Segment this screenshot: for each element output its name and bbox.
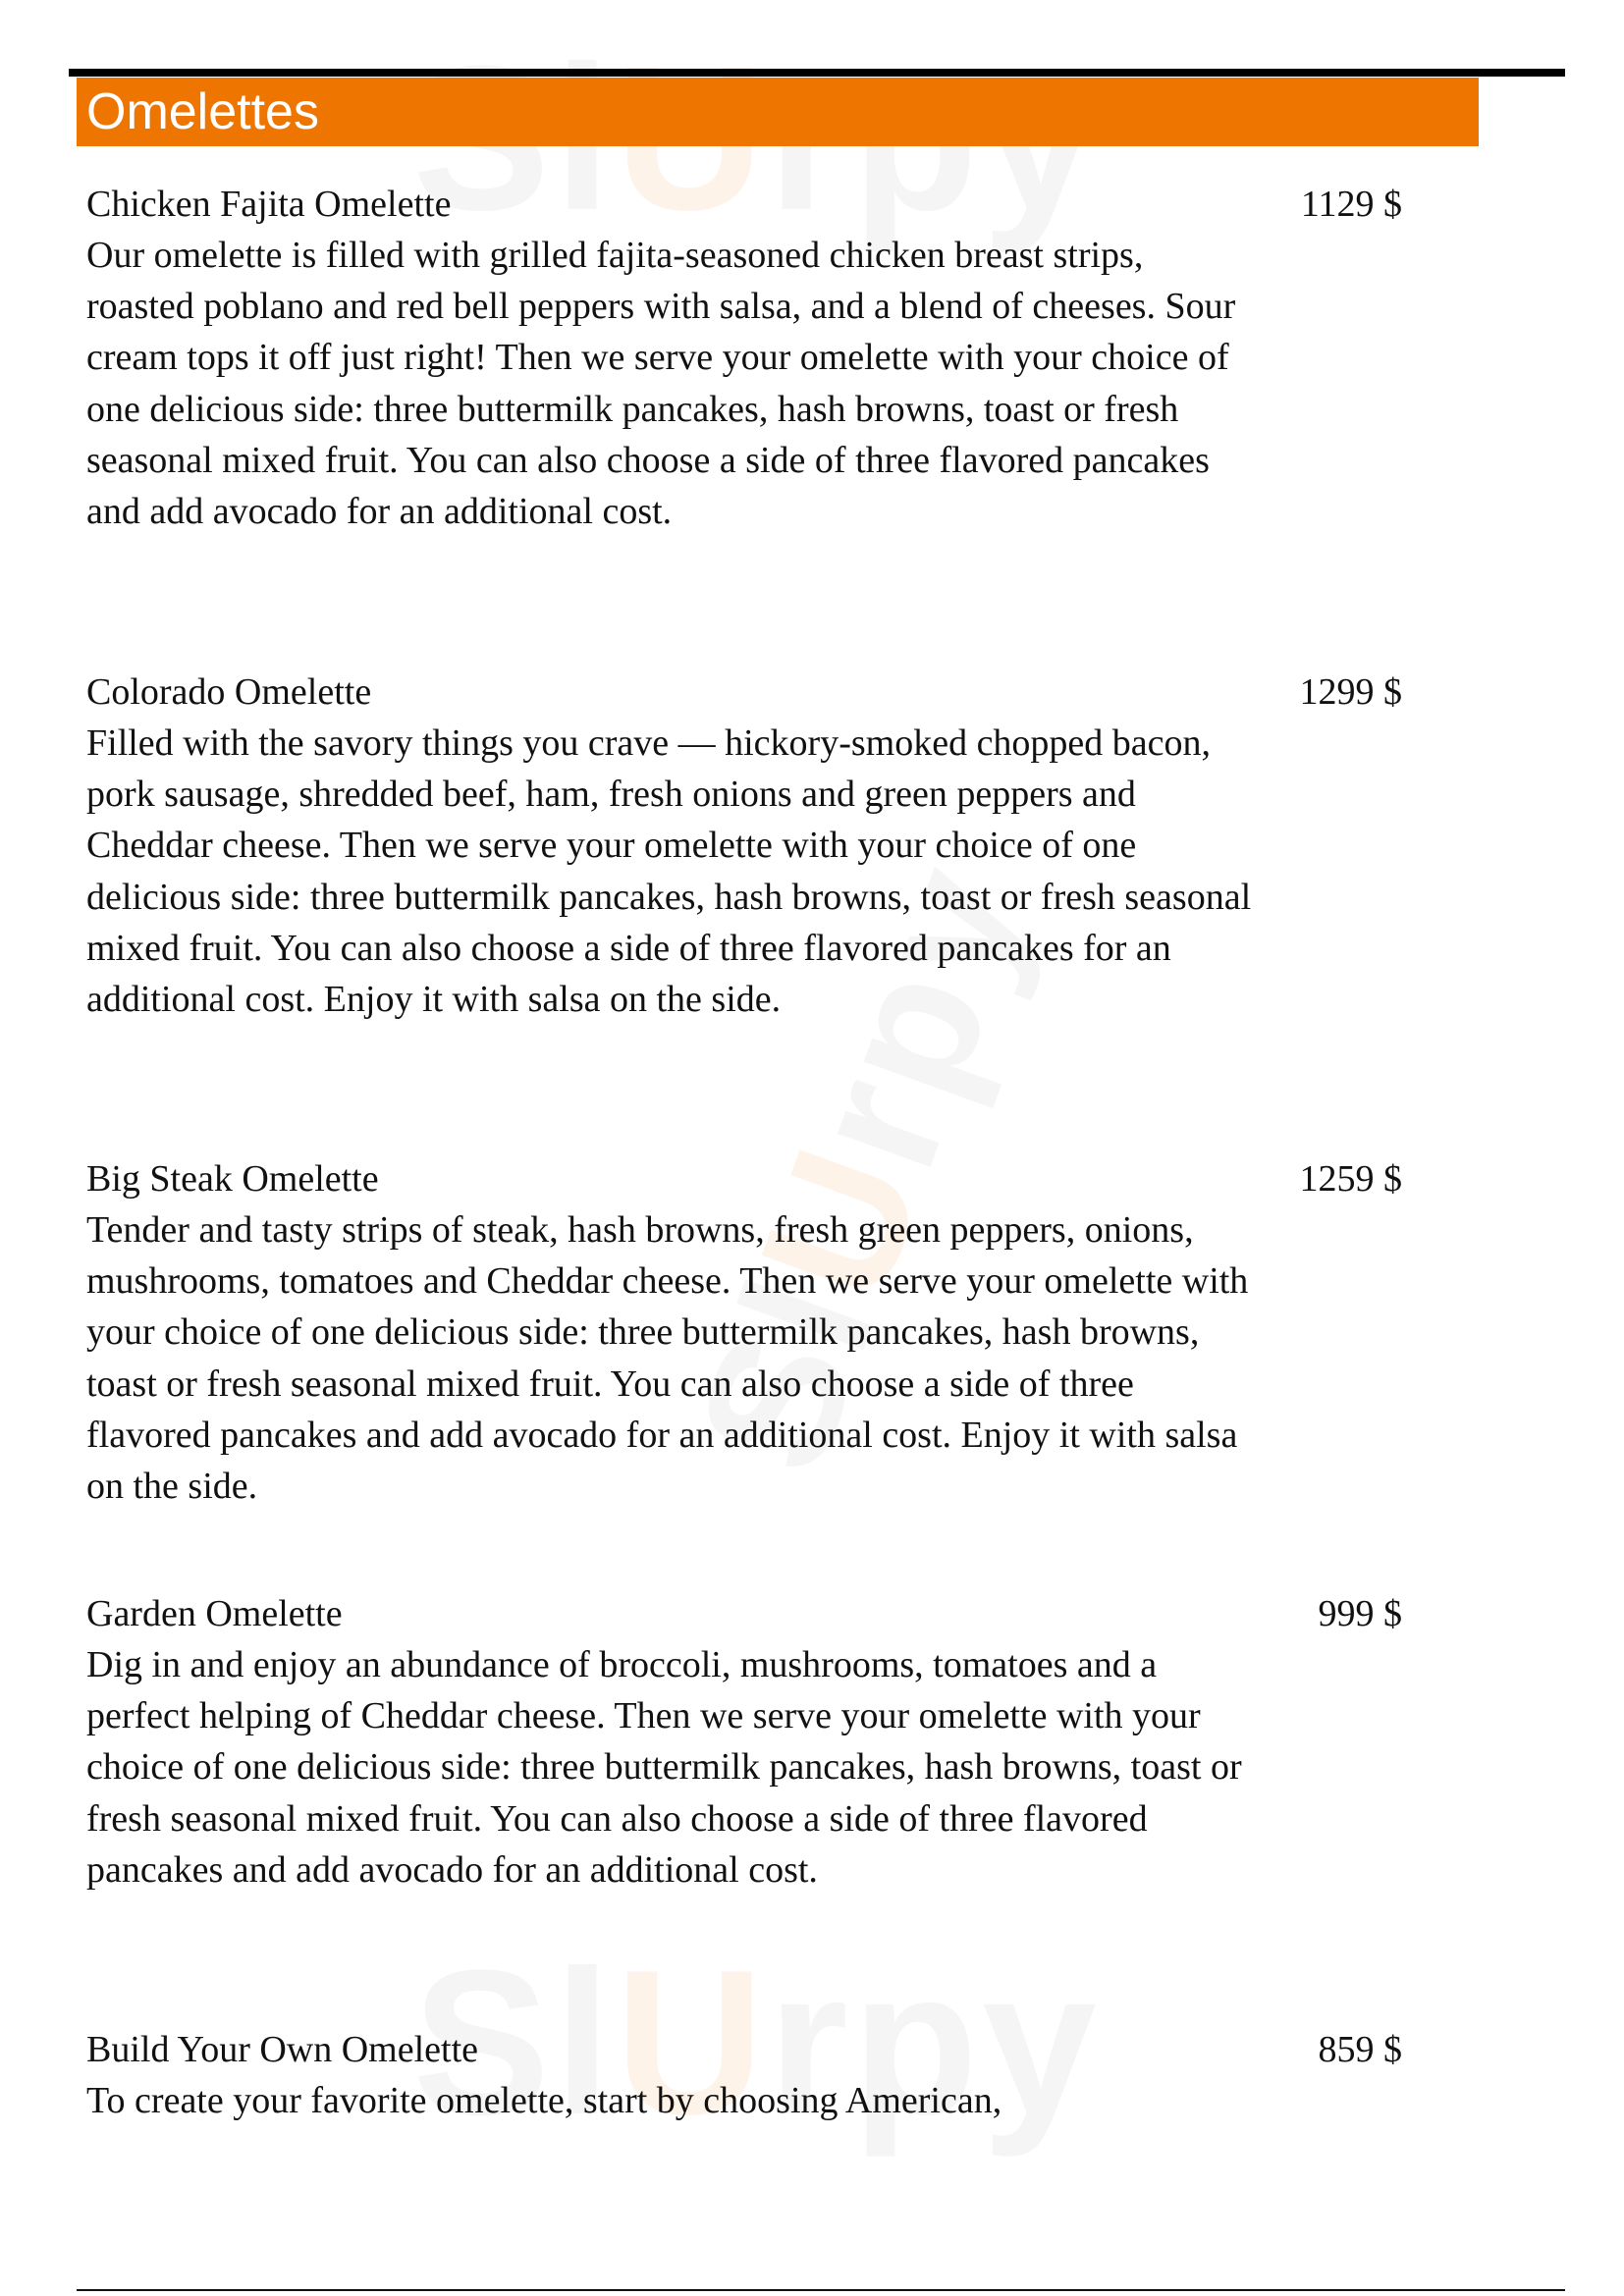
item-name: Build Your Own Omelette bbox=[86, 2029, 478, 2070]
section-header bbox=[77, 78, 1479, 146]
item-description: To create your favorite omelette, start by choosing American, bbox=[86, 2080, 1002, 2121]
top-divider bbox=[69, 69, 1565, 77]
item-price: 1259 $ bbox=[1299, 1158, 1402, 1200]
item-name: Colorado Omelette bbox=[86, 671, 372, 713]
item-description: Our omelette is filled with grilled fajita-seasoned chicken breast strips, roasted poblano and red bell peppers with salsa, and a blend of cheeses. Sour cream tops it off just right! Then we serve your omelette with your choice of one delicious side: three buttermilk pancakes, hash browns, toast or fresh seasonal mixed fruit. You can also choose a side of three flavored pancakes and add avocado for an additional cost. bbox=[86, 235, 1236, 533]
item-name: Chicken Fajita Omelette bbox=[86, 184, 452, 225]
watermark-logo: SlUrpy bbox=[657, 837, 1067, 1497]
item-price: 1129 $ bbox=[1300, 184, 1402, 225]
item-price: 999 $ bbox=[1318, 1593, 1402, 1634]
item-name: Big Steak Omelette bbox=[86, 1158, 379, 1200]
item-description: Dig in and enjoy an abundance of broccoli, mushrooms, tomatoes and a perfect helping of Cheddar cheese. Then we serve your omelette with your choice of one delicious side: three buttermilk pancakes, hash browns, toast or fresh seasonal mixed fruit. You can also choose a side of three flavored pancakes and add avocado for an additional cost. bbox=[86, 1644, 1242, 1891]
item-description: Filled with the savory things you crave — hickory-smoked chopped bacon, pork sausage, shredded beef, ham, fresh onions and green peppers and Cheddar cheese. Then we serve your omelette with your choice of one delicious side: three buttermilk pancakes, hash browns, toast or fresh seasonal mixed fruit. You can also choose a side of three flavored pancakes for an additional cost. Enjoy it with salsa on the side. bbox=[86, 722, 1252, 1021]
item-description: Tender and tasty strips of steak, hash browns, fresh green peppers, onions, mushrooms, tomatoes and Cheddar cheese. Then we serve your omelette with your choice of one delicious side: three buttermilk pancakes, hash browns, toast or fresh seasonal mixed fruit. You can also choose a side of three flavored pancakes and add avocado for an additional cost. Enjoy it with salsa on the side. bbox=[86, 1209, 1249, 1508]
item-name: Garden Omelette bbox=[86, 1593, 343, 1634]
watermark-logo: SlUrpy bbox=[412, 1927, 1101, 2158]
item-price: 1299 $ bbox=[1299, 671, 1402, 713]
bottom-divider bbox=[77, 2289, 1565, 2291]
section-title: Omelettes bbox=[86, 83, 319, 140]
item-price: 859 $ bbox=[1318, 2029, 1402, 2070]
